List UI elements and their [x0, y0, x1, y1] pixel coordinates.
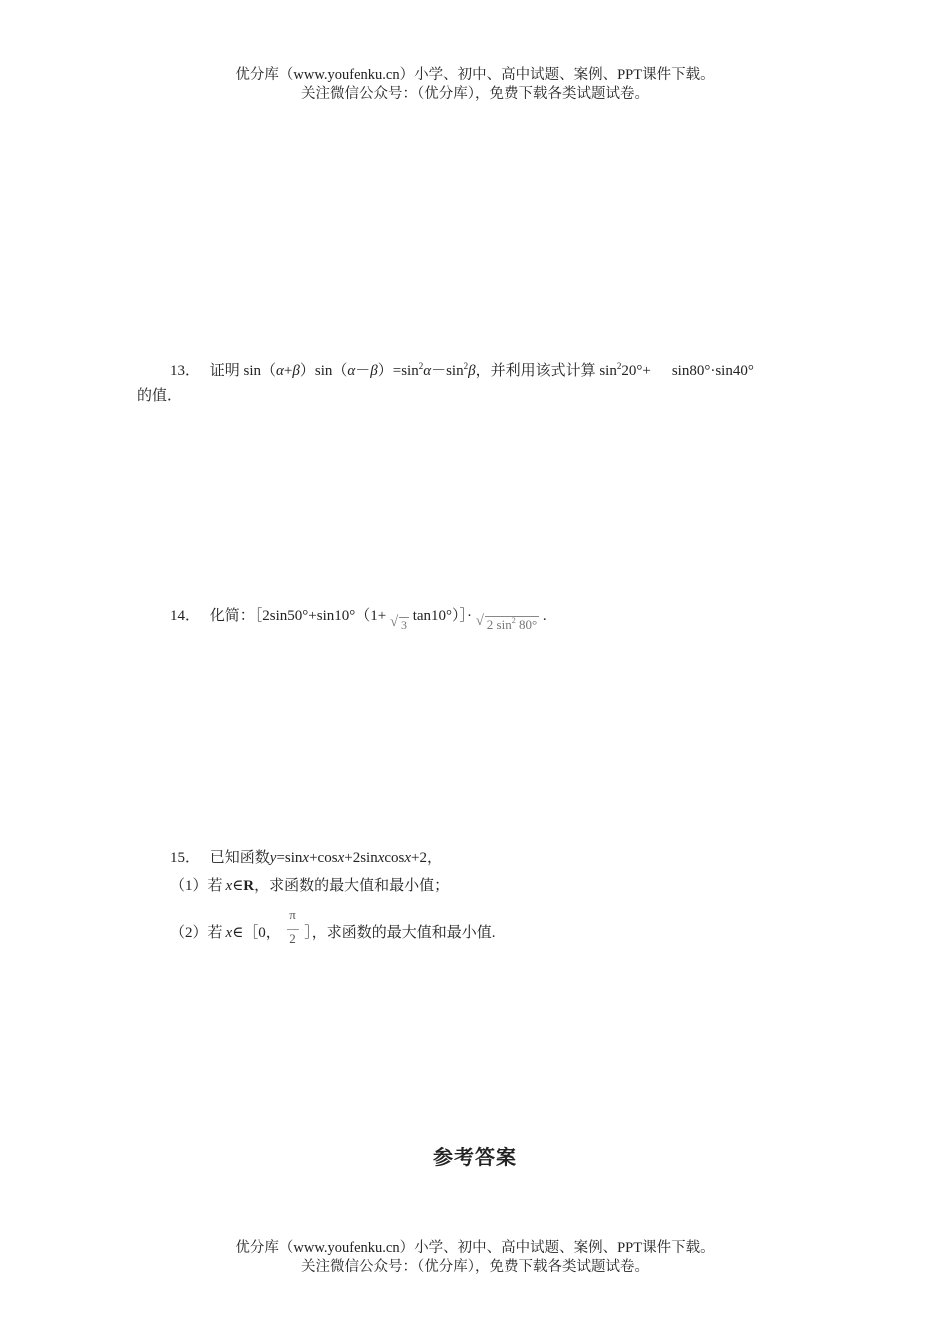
- q14-sqrt-3-value: 3: [400, 618, 407, 632]
- q13-beta-3: β: [468, 363, 476, 379]
- answer-section-title: 参考答案: [433, 1145, 517, 1169]
- q13-text-4: －sin: [431, 363, 464, 379]
- q15-text-6: +2，: [411, 850, 443, 866]
- q15-p2-text-b: ］，求函数的最大值和最小值.: [304, 925, 496, 941]
- q15-x-1: x: [302, 850, 310, 866]
- q13-square-2: 2: [463, 361, 469, 371]
- q13-text-2: ）sin（: [299, 363, 348, 379]
- q15-number: 15．: [170, 850, 201, 866]
- header-line-1: 优分库（www.youfenku.cn）小学、初中、高中试题、案例、PPT课件下载。: [235, 67, 715, 83]
- q14-sqrt-expr-b: 80°: [518, 617, 538, 632]
- question-15: [170, 846, 442, 867]
- q15-p1-text-b: ，求函数的最大值和最小值；: [254, 878, 450, 894]
- q14-text-3: .: [542, 608, 547, 624]
- q13-text-5: ，并利用该式计算 sin: [475, 363, 617, 379]
- q14-sqrt-expr-square: 2: [511, 616, 516, 625]
- q14-sqrt-expr-a: 2 sin: [486, 617, 512, 632]
- q14-text-1: 化简：［2sin50°+sin10°（1+: [209, 608, 387, 624]
- q14-number: 14．: [170, 608, 201, 624]
- q13-number: 13．: [170, 363, 201, 379]
- q13-text-6: 20°+: [621, 363, 651, 379]
- q13-square-3: 2: [616, 361, 622, 371]
- q15-part-1: [170, 874, 449, 895]
- q15-pi-over-2: [285, 907, 301, 951]
- q13-beta-1: β: [292, 363, 300, 379]
- q15-text-2: =sin: [276, 850, 303, 866]
- header-line-2: 关注微信公众号：（优分库），免费下载各类试题试卷。: [301, 86, 649, 102]
- q13-beta-2: β: [370, 363, 378, 379]
- footer-line-1: 优分库（www.youfenku.cn）小学、初中、高中试题、案例、PPT课件下载。: [235, 1240, 715, 1256]
- q15-text-4: +2sin: [344, 850, 378, 866]
- q14-text-2: tan10°）］·: [412, 608, 473, 624]
- q15-p1-R: R: [243, 878, 255, 894]
- q13-continuation: 的值．: [137, 388, 183, 404]
- q15-p2-text-a: （2）若: [170, 925, 223, 941]
- q15-p1-in: ∈: [232, 878, 244, 894]
- q13-alpha-3: α: [423, 363, 432, 379]
- q15-p2-x: x: [225, 925, 233, 941]
- page-header: [0, 66, 950, 104]
- question-14: [170, 604, 547, 632]
- q15-part-2: [170, 907, 496, 951]
- q13-minus-1: －: [355, 363, 371, 379]
- q15-y: y: [269, 850, 277, 866]
- q13-plus: +: [283, 363, 293, 379]
- q15-text-1: 已知函数: [209, 850, 270, 866]
- q15-x-3: x: [377, 850, 385, 866]
- q13-alpha-1: α: [276, 363, 284, 379]
- q13-alpha-2: α: [347, 363, 356, 379]
- question-13: [170, 359, 754, 380]
- page-footer: [0, 1239, 950, 1277]
- q13-square-1: 2: [418, 361, 424, 371]
- q14-sqrt-expression: √ 2 $\sin^2 80^\circ$: [475, 613, 538, 632]
- footer-line-2: 关注微信公众号：（优分库），免费下载各类试题试卷。: [301, 1259, 649, 1275]
- q15-frac-denominator: 2: [289, 931, 296, 946]
- q15-x-4: x: [404, 850, 412, 866]
- q13-text-7: sin80°·sin40°: [671, 363, 754, 379]
- q15-text-3: +cos: [309, 850, 338, 866]
- q15-x-2: x: [337, 850, 345, 866]
- q13-text-3: ）=sin: [377, 363, 419, 379]
- q15-p1-x: x: [225, 878, 233, 894]
- q14-sqrt-3: √ 3: [389, 614, 407, 632]
- q13-text-1: 证明 sin（: [209, 363, 277, 379]
- q15-frac-numerator: π: [289, 907, 296, 922]
- q15-p2-in: ∈［0，: [232, 925, 281, 941]
- q15-text-5: cos: [384, 850, 405, 866]
- q15-p1-text-a: （1）若: [170, 878, 223, 894]
